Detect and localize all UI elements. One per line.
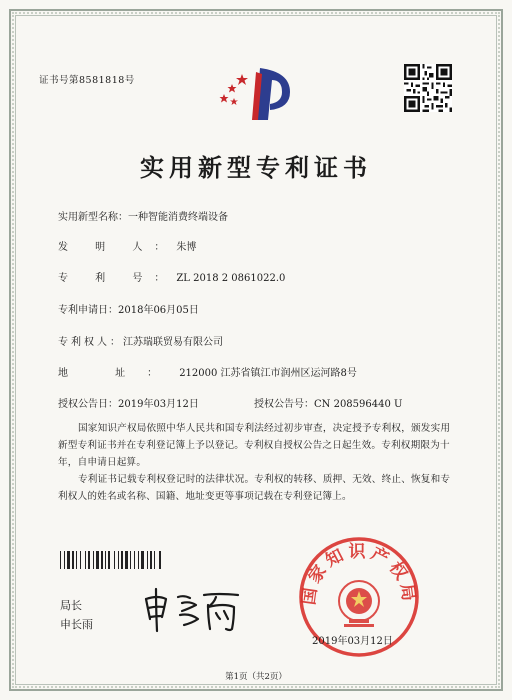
page-footer: 第1页（共2页） — [225, 672, 287, 682]
utility-name-label: 实用新型名称： — [58, 212, 128, 223]
statement-line-2: 新型专利证书并在专利登记簿上予以登记。专利权自授权公告之日起生效。专利权期限为十 — [58, 440, 450, 451]
grant-date-label: 授权公告日： — [58, 399, 118, 410]
filing-date-label: 专利申请日： — [58, 305, 118, 316]
statement-line-1: 国家知识产权局依照中华人民共和国专利法经过初步审查，决定授予专利权，颁发实用 — [78, 423, 451, 434]
certificate-statement — [58, 420, 458, 505]
seal-date: 2019年03月12日 — [312, 636, 393, 647]
inventor-label: 发 明 人： — [58, 242, 177, 253]
address-value: 212000 江苏省镇江市润州区运河路8号 — [179, 368, 357, 379]
grant-number-value: CN 208596440 U — [314, 399, 403, 410]
patent-number-label: 专 利 号： — [58, 273, 177, 284]
field-patentee — [58, 336, 223, 350]
field-grant-number — [254, 398, 402, 412]
cnipa-logo-icon — [212, 66, 292, 122]
field-filing-date — [58, 304, 199, 318]
grant-number-label: 授权公告号： — [254, 399, 314, 410]
inventor-value: 朱博 — [176, 242, 197, 253]
patentee-label: 专利权人： — [58, 337, 123, 348]
qr-code-icon — [404, 64, 452, 112]
patentee-value: 江苏瑞联贸易有限公司 — [123, 337, 223, 348]
statement-line-4: 专利证书记载专利权登记时的法律状况。专利权的转移、质押、无效、终止、恢复和专 — [78, 474, 451, 485]
director-signature — [138, 585, 248, 633]
statement-line-3: 年，自申请日起算。 — [58, 457, 147, 468]
filing-date-value: 2018年06月05日 — [118, 305, 199, 316]
field-utility-name — [58, 211, 228, 225]
seal-text: 国家知识产权局 — [299, 542, 419, 607]
director-name: 申长雨 — [60, 618, 93, 631]
field-patent-number — [58, 272, 285, 286]
utility-name-value: 一种智能消费终端设备 — [128, 212, 228, 223]
field-address — [58, 367, 357, 381]
field-grant-date — [58, 398, 199, 412]
statement-line-5: 利权人的姓名或名称、国籍、地址变更等事项记载在专利登记簿上。 — [58, 491, 352, 502]
certificate-title: 实用新型专利证书 — [140, 153, 372, 182]
patent-number-value: ZL 2018 2 0861022.0 — [176, 273, 286, 284]
field-inventor — [58, 241, 196, 255]
address-label: 地 址： — [58, 368, 180, 379]
certificate-number: 证书号第8581818号 — [39, 75, 135, 86]
barcode-icon — [60, 551, 208, 569]
grant-date-value: 2019年03月12日 — [118, 399, 199, 410]
director-title: 局长 — [60, 599, 82, 612]
